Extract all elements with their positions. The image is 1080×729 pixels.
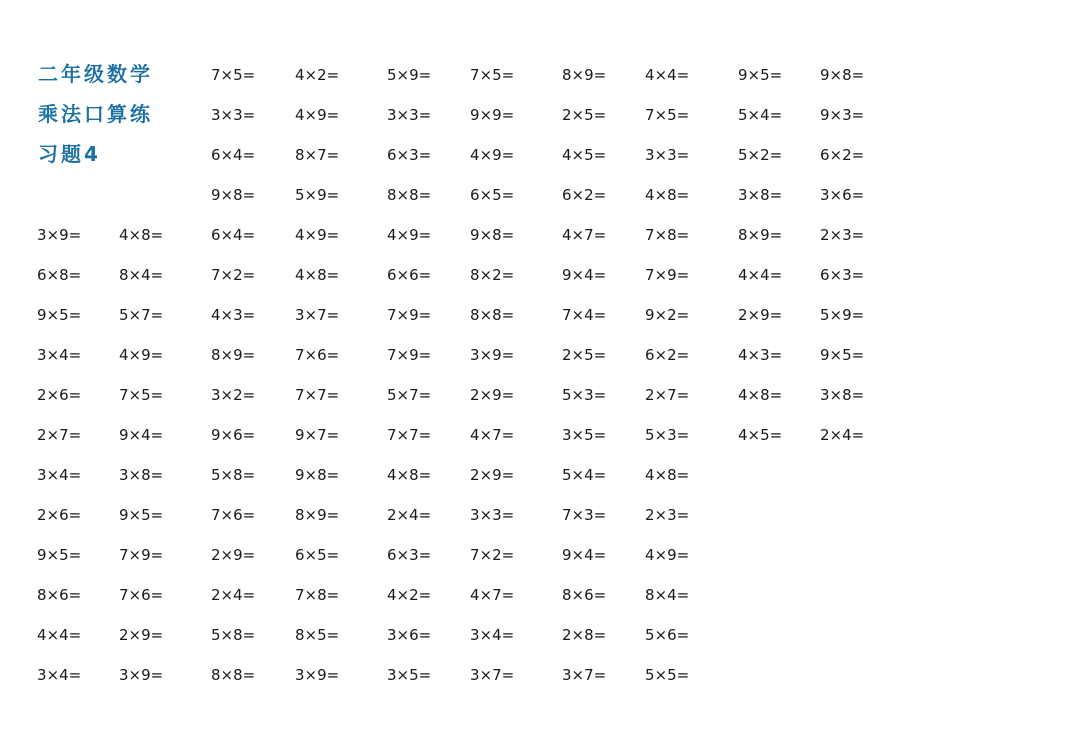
- problem-item: 4×8=: [119, 226, 164, 244]
- problem-item: 6×4=: [211, 226, 256, 244]
- problem-item: 2×9=: [470, 386, 515, 404]
- problem-item: 7×7=: [387, 426, 432, 444]
- problem-item: 4×7=: [562, 226, 607, 244]
- problem-item: 2×9=: [738, 306, 783, 324]
- problem-item: 7×8=: [295, 586, 340, 604]
- problem-item: 9×8=: [295, 466, 340, 484]
- problem-item: 5×9=: [295, 186, 340, 204]
- problem-item: 5×5=: [645, 666, 690, 684]
- problem-item: 6×2=: [645, 346, 690, 364]
- problem-item: 2×7=: [645, 386, 690, 404]
- problem-item: 3×8=: [738, 186, 783, 204]
- problem-item: 6×2=: [820, 146, 865, 164]
- problem-item: 7×2=: [211, 266, 256, 284]
- problem-item: 7×4=: [562, 306, 607, 324]
- problem-item: 2×4=: [387, 506, 432, 524]
- problem-item: 5×4=: [738, 106, 783, 124]
- problem-item: 4×9=: [645, 546, 690, 564]
- problem-item: 9×5=: [738, 66, 783, 84]
- problem-item: 2×9=: [470, 466, 515, 484]
- problem-item: 3×4=: [37, 466, 82, 484]
- problem-item: 9×3=: [820, 106, 865, 124]
- problem-item: 4×5=: [738, 426, 783, 444]
- problem-item: 2×3=: [820, 226, 865, 244]
- worksheet-title-line-1: 二年级数学: [38, 62, 153, 86]
- problem-item: 3×4=: [37, 346, 82, 364]
- problem-item: 4×8=: [645, 186, 690, 204]
- problem-item: 4×2=: [387, 586, 432, 604]
- problem-item: 4×8=: [387, 466, 432, 484]
- problem-item: 5×2=: [738, 146, 783, 164]
- problem-item: 7×6=: [211, 506, 256, 524]
- problem-item: 8×9=: [295, 506, 340, 524]
- problem-item: 3×3=: [387, 106, 432, 124]
- problem-item: 3×8=: [820, 386, 865, 404]
- problem-item: 8×8=: [211, 666, 256, 684]
- worksheet-title-line-3: 习题4: [38, 142, 101, 166]
- problem-item: 7×9=: [119, 546, 164, 564]
- problem-item: 6×3=: [387, 146, 432, 164]
- problem-item: 7×5=: [470, 66, 515, 84]
- problem-item: 7×5=: [119, 386, 164, 404]
- problem-item: 3×3=: [211, 106, 256, 124]
- problem-item: 3×8=: [119, 466, 164, 484]
- problem-item: 9×4=: [119, 426, 164, 444]
- problem-item: 8×6=: [562, 586, 607, 604]
- problem-item: 6×2=: [562, 186, 607, 204]
- problem-item: 3×4=: [37, 666, 82, 684]
- problem-item: 5×3=: [562, 386, 607, 404]
- problem-item: 8×6=: [37, 586, 82, 604]
- problem-item: 3×3=: [470, 506, 515, 524]
- problem-item: 8×5=: [295, 626, 340, 644]
- worksheet-title-line-2: 乘法口算练: [38, 102, 153, 126]
- problem-item: 8×4=: [645, 586, 690, 604]
- problem-item: 9×8=: [470, 226, 515, 244]
- problem-item: 4×9=: [295, 226, 340, 244]
- problem-item: 3×9=: [470, 346, 515, 364]
- problem-item: 3×6=: [387, 626, 432, 644]
- problem-item: 5×8=: [211, 466, 256, 484]
- problem-item: 9×4=: [562, 266, 607, 284]
- problem-item: 3×5=: [562, 426, 607, 444]
- problem-item: 4×7=: [470, 586, 515, 604]
- problem-item: 6×8=: [37, 266, 82, 284]
- problem-item: 2×4=: [820, 426, 865, 444]
- problem-item: 9×8=: [211, 186, 256, 204]
- problem-item: 3×9=: [37, 226, 82, 244]
- problem-item: 8×2=: [470, 266, 515, 284]
- problem-item: 8×9=: [738, 226, 783, 244]
- problem-item: 4×8=: [738, 386, 783, 404]
- problem-item: 4×2=: [295, 66, 340, 84]
- problem-item: 8×4=: [119, 266, 164, 284]
- problem-item: 4×9=: [387, 226, 432, 244]
- problem-item: 6×5=: [470, 186, 515, 204]
- problem-item: 9×8=: [820, 66, 865, 84]
- problem-item: 7×6=: [119, 586, 164, 604]
- problem-item: 4×4=: [738, 266, 783, 284]
- problem-item: 3×4=: [470, 626, 515, 644]
- problem-item: 5×9=: [820, 306, 865, 324]
- problem-item: 2×4=: [211, 586, 256, 604]
- problem-item: 5×7=: [387, 386, 432, 404]
- problem-item: 2×6=: [37, 506, 82, 524]
- problem-item: 8×9=: [211, 346, 256, 364]
- problem-item: 5×4=: [562, 466, 607, 484]
- problem-item: 7×9=: [645, 266, 690, 284]
- problem-item: 3×3=: [645, 146, 690, 164]
- problem-item: 6×6=: [387, 266, 432, 284]
- problem-item: 9×2=: [645, 306, 690, 324]
- problem-item: 4×4=: [645, 66, 690, 84]
- problem-item: 6×3=: [387, 546, 432, 564]
- problem-item: 2×8=: [562, 626, 607, 644]
- problem-item: 6×3=: [820, 266, 865, 284]
- problem-item: 6×5=: [295, 546, 340, 564]
- problem-item: 9×5=: [37, 306, 82, 324]
- problem-item: 3×7=: [470, 666, 515, 684]
- problem-item: 2×3=: [645, 506, 690, 524]
- problem-item: 2×9=: [119, 626, 164, 644]
- problem-item: 8×8=: [387, 186, 432, 204]
- problem-item: 4×4=: [37, 626, 82, 644]
- problem-item: 9×5=: [119, 506, 164, 524]
- problem-item: 4×9=: [470, 146, 515, 164]
- problem-item: 8×9=: [562, 66, 607, 84]
- problem-item: 2×5=: [562, 346, 607, 364]
- problem-item: 3×9=: [295, 666, 340, 684]
- problem-item: 5×9=: [387, 66, 432, 84]
- problem-item: 4×3=: [738, 346, 783, 364]
- problem-item: 4×9=: [119, 346, 164, 364]
- problem-item: 9×9=: [470, 106, 515, 124]
- problem-item: 8×7=: [295, 146, 340, 164]
- problem-item: 5×8=: [211, 626, 256, 644]
- problem-item: 3×9=: [119, 666, 164, 684]
- problem-item: 3×5=: [387, 666, 432, 684]
- problem-item: 9×5=: [820, 346, 865, 364]
- problem-item: 4×8=: [295, 266, 340, 284]
- problem-item: 7×9=: [387, 346, 432, 364]
- problem-item: 7×2=: [470, 546, 515, 564]
- problem-item: 4×5=: [562, 146, 607, 164]
- problem-item: 5×3=: [645, 426, 690, 444]
- problem-item: 7×6=: [295, 346, 340, 364]
- problem-item: 3×2=: [211, 386, 256, 404]
- problem-item: 6×4=: [211, 146, 256, 164]
- problem-item: 4×8=: [645, 466, 690, 484]
- problem-item: 2×5=: [562, 106, 607, 124]
- problem-item: 4×7=: [470, 426, 515, 444]
- problem-item: 5×7=: [119, 306, 164, 324]
- problem-item: 5×6=: [645, 626, 690, 644]
- problem-item: 8×8=: [470, 306, 515, 324]
- problem-item: 2×6=: [37, 386, 82, 404]
- problem-item: 7×3=: [562, 506, 607, 524]
- problem-item: 9×5=: [37, 546, 82, 564]
- problem-item: 4×3=: [211, 306, 256, 324]
- problem-item: 7×5=: [211, 66, 256, 84]
- problem-item: 9×6=: [211, 426, 256, 444]
- problem-item: 7×5=: [645, 106, 690, 124]
- problem-item: 3×6=: [820, 186, 865, 204]
- problem-item: 4×9=: [295, 106, 340, 124]
- problem-item: 7×8=: [645, 226, 690, 244]
- problem-item: 9×4=: [562, 546, 607, 564]
- problem-item: 2×7=: [37, 426, 82, 444]
- problem-item: 7×9=: [387, 306, 432, 324]
- problem-item: 9×7=: [295, 426, 340, 444]
- problem-item: 7×7=: [295, 386, 340, 404]
- problem-item: 3×7=: [562, 666, 607, 684]
- problem-item: 3×7=: [295, 306, 340, 324]
- problem-item: 2×9=: [211, 546, 256, 564]
